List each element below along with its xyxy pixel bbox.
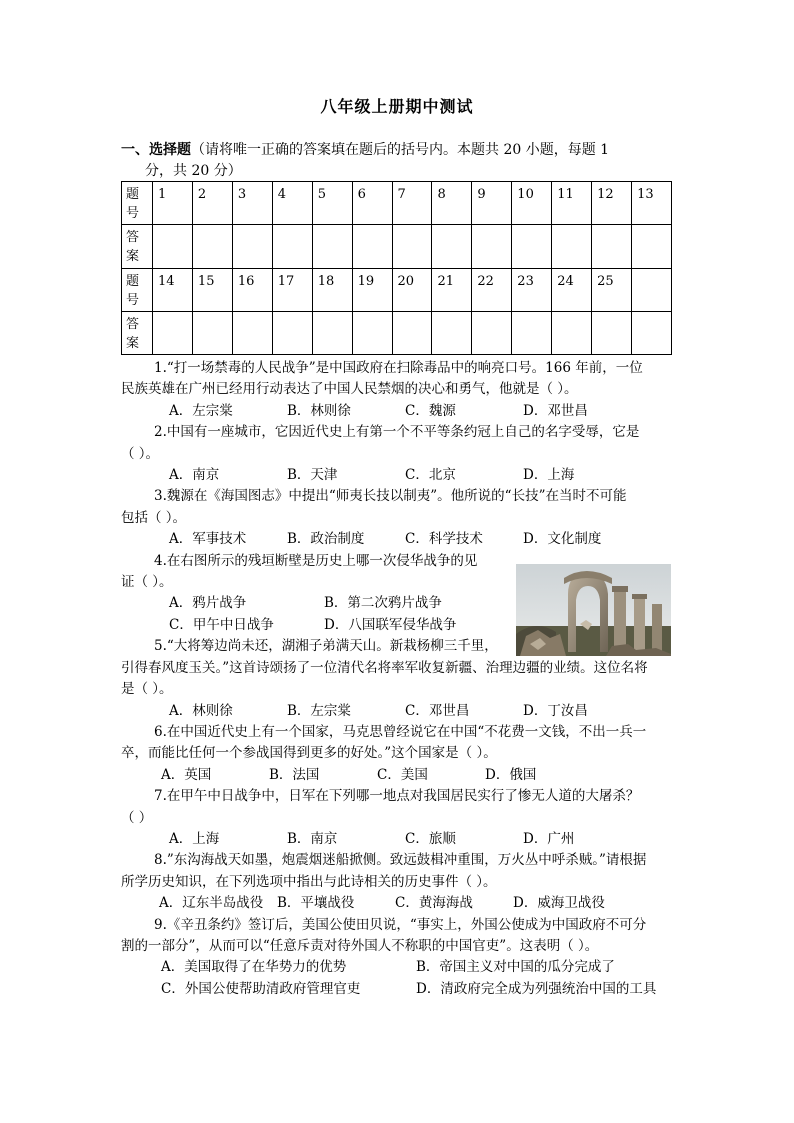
answer-cell[interactable] [432,311,472,354]
option-a[interactable]: A．鸦片战争 [169,595,247,612]
answer-cell[interactable] [392,225,432,268]
option-c[interactable]: C．魏源 [405,402,456,419]
question-number-cell: 5 [312,182,352,225]
answer-cell[interactable] [232,225,272,268]
option-d[interactable]: D．上海 [523,467,575,484]
question-2-options [121,465,677,486]
table-label-cell: 题 号 [122,268,153,311]
option-c[interactable]: C．甲午中日战争 [169,616,274,633]
option-b[interactable]: B．法国 [269,766,320,783]
question-5-stem-cont: 引得春风度玉关。”这首诗颂扬了一位清代名将率军收复新疆、治理边疆的业绩。这位名将 [121,659,648,676]
question-9-options-row1 [121,957,677,978]
question-number-cell: 12 [592,182,632,225]
question-number-cell: 2 [192,182,232,225]
option-c[interactable]: C．黄海海战 [395,895,473,912]
question-number-cell: 21 [432,268,472,311]
question-6-stem-cont: 卒，而能比任何一个参战国得到更多的好处。”这个国家是（ ）。 [121,745,497,762]
option-b[interactable]: B．左宗棠 [287,702,351,719]
table-row [122,182,672,225]
option-b[interactable]: B．第二次鸦片战争 [324,595,442,612]
option-d[interactable]: D．丁汝昌 [523,702,588,719]
answer-cell[interactable] [512,311,552,354]
option-a[interactable]: A．美国取得了在华势力的优势 [161,959,347,976]
question-number-cell: 23 [512,268,552,311]
question-5-options [121,701,677,722]
table-label-cell: 答 案 [122,225,153,268]
answer-cell[interactable] [432,225,472,268]
question-number-cell: 24 [552,268,592,311]
question-number-cell: 9 [472,182,512,225]
option-d[interactable]: D．邓世昌 [523,402,588,419]
question-number-cell: 18 [312,268,352,311]
option-b[interactable]: B．林则徐 [287,402,351,419]
option-d[interactable]: D．文化制度 [523,531,602,548]
option-d[interactable]: D．广州 [523,830,575,847]
table-label-cell: 题 号 [122,182,153,225]
question-number-cell: 15 [192,268,232,311]
question-7-stem: 7.在甲午中日战争中，日军在下列哪一地点对我国居民实行了惨无人道的大屠杀？ [154,788,640,805]
answer-cell[interactable] [232,311,272,354]
question-6-options [121,765,677,786]
answer-cell[interactable] [632,225,672,268]
question-8-stem: 8.”东沟海战天如墨，炮震烟迷船掀侧。致远鼓楫冲重围，万火丛中呼杀贼。”请根据 [154,852,647,869]
section-heading [121,140,681,182]
question-3-stem: 3.魏源在《海国图志》中提出“师夷长技以制夷”。他所说的“长技”在当时不可能 [154,488,627,505]
section-instructions-1: （请将唯一正确的答案填在题后的括号内。本题共 20 小题，每题 1 [191,142,610,158]
question-number-cell: 3 [232,182,272,225]
answer-cell[interactable] [352,311,392,354]
option-a[interactable]: A．林则徐 [169,702,233,719]
question-9-stem: 9.《辛丑条约》签订后，美国公使田贝说，“事实上，外国公使成为中国政府不可分 [154,916,647,933]
option-c[interactable]: C．邓世昌 [405,702,470,719]
answer-cell[interactable] [192,311,232,354]
question-number-cell: 22 [472,268,512,311]
questions-list [121,358,677,1000]
option-d[interactable]: D．八国联军侵华战争 [324,616,457,633]
question-number-cell: 17 [272,268,312,311]
answer-table [121,181,672,355]
question-number-cell: 4 [272,182,312,225]
answer-cell[interactable] [592,225,632,268]
answer-cell[interactable] [312,225,352,268]
option-a[interactable]: A．南京 [169,467,220,484]
question-1-stem: 1.“打一场禁毒的人民战争”是中国政府在扫除毒品中的响亮口号。166 年前，一位 [154,360,643,376]
answer-cell[interactable] [352,225,392,268]
option-c[interactable]: C．北京 [405,467,456,484]
question-number-cell: 25 [592,268,632,311]
question-1-options [121,401,677,422]
option-c[interactable]: C．美国 [377,766,428,783]
answer-cell[interactable] [392,311,432,354]
question-9-stem-cont: 割的一部分”，从而可以“任意斥责对待外国人不称职的中国官吏”。这表明（ ）。 [121,937,599,954]
question-number-cell: 10 [512,182,552,225]
question-7-options [121,829,677,850]
answer-cell[interactable] [472,311,512,354]
question-5-stem: 5.“大将筹边尚未还，湖湘子弟满天山。新栽杨柳三千里， [154,638,498,655]
question-7-stem-cont: （ ） [121,809,153,826]
question-number-cell: 19 [352,268,392,311]
question-1-stem-cont: 民族英雄在广州已经用行动表达了中国人民禁烟的决心和勇气，他就是（ ）。 [121,381,578,398]
option-d[interactable]: D．威海卫战役 [513,895,605,912]
section-label: 一、选择题 [121,142,191,158]
table-row [122,225,672,268]
option-a[interactable]: A．英国 [161,766,212,783]
section-instructions-2: 分，共 20 分） [145,163,242,179]
question-2-stem-cont: （ ）。 [121,445,160,462]
answer-cell[interactable] [552,311,592,354]
question-number-cell: 11 [552,182,592,225]
question-number-cell [632,268,672,311]
question-4-stem: 4.在右图所示的残垣断壁是历史上哪一次侵华战争的见 [154,552,478,569]
question-8-stem-cont: 所学历史知识，在下列选项中指出与此诗相关的历史事件（ ）。 [121,873,497,890]
table-row [122,268,672,311]
option-a[interactable]: A．左宗棠 [169,402,233,419]
answer-cell[interactable] [192,225,232,268]
option-d[interactable]: D．俄国 [485,766,537,783]
answer-cell[interactable] [512,225,552,268]
option-c[interactable]: C．科学技术 [405,531,483,548]
option-b[interactable]: B．南京 [287,830,338,847]
question-number-cell: 8 [432,182,472,225]
option-b[interactable]: B．政治制度 [287,531,365,548]
option-b[interactable]: B．天津 [287,467,338,484]
question-5-stem-cont2: 是（ ）。 [121,681,173,698]
answer-cell[interactable] [552,225,592,268]
option-c[interactable]: C．旅顺 [405,830,456,847]
answer-cell[interactable] [472,225,512,268]
page-title: 八年级上册期中测试 [320,97,474,116]
question-number-cell: 13 [632,182,672,225]
question-number-cell: 7 [392,182,432,225]
question-number-cell: 1 [153,182,193,225]
question-6-stem: 6.在中国近代史上有一个国家，马克思曾经说它在中国“不花费一文钱，不出一兵一 [154,723,647,740]
question-4-stem-cont: 证（ ）。 [121,574,173,591]
answer-cell[interactable] [153,311,193,354]
answer-cell[interactable] [592,311,632,354]
answer-cell[interactable] [272,225,312,268]
answer-cell[interactable] [272,311,312,354]
question-number-cell: 16 [232,268,272,311]
option-d[interactable]: D．清政府完全成为列强统治中国的工具 [416,980,657,997]
option-a[interactable]: A．上海 [169,830,220,847]
question-8-options [121,893,677,914]
option-c[interactable]: C．外国公使帮助清政府管理官吏 [161,980,361,997]
option-b[interactable]: B．帝国主义对中国的瓜分完成了 [416,959,615,976]
question-3-options [121,529,677,550]
option-b[interactable]: B．平壤战役 [277,895,355,912]
question-9-options-row2 [121,979,677,1000]
option-a[interactable]: A．辽东半岛战役 [159,895,264,912]
answer-cell[interactable] [312,311,352,354]
table-label-cell: 答 案 [122,311,153,354]
option-a[interactable]: A．军事技术 [169,531,247,548]
question-number-cell: 6 [352,182,392,225]
question-number-cell: 14 [153,268,193,311]
question-number-cell: 20 [392,268,432,311]
question-3-stem-cont: 包括（ ）。 [121,509,187,526]
answer-cell[interactable] [632,311,672,354]
ruins-photo [516,564,671,656]
table-row [122,311,672,354]
question-2-stem: 2.中国有一座城市，它因近代史上有第一个不平等条约冠上自己的名字受辱，它是 [154,424,640,441]
answer-cell[interactable] [153,225,193,268]
